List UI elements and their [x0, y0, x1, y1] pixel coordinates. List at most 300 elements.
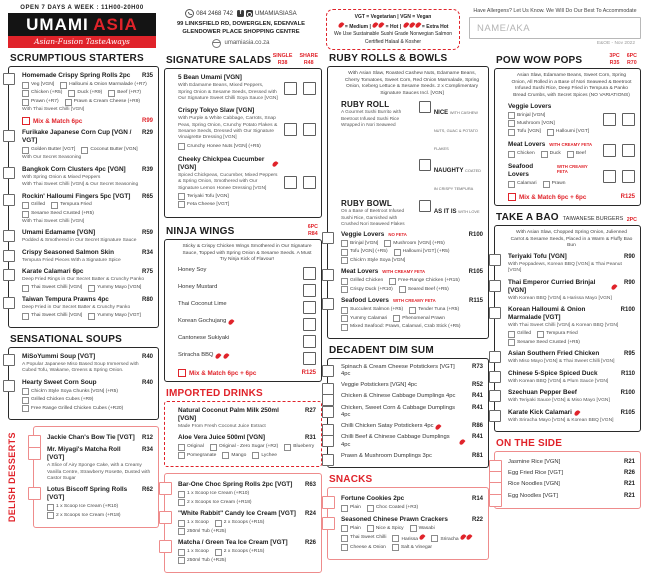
item-checkbox[interactable] — [322, 269, 334, 281]
price-header-cell — [308, 224, 318, 237]
item-checkbox[interactable] — [159, 511, 172, 524]
portion-checkbox[interactable] — [622, 144, 635, 157]
portion-checkbox[interactable] — [303, 318, 316, 331]
chili-icon — [611, 283, 618, 290]
section-box — [33, 426, 159, 528]
option-checkbox[interactable] — [22, 397, 29, 404]
option-checkbox[interactable] — [384, 240, 391, 247]
signature-salads — [164, 53, 322, 218]
option-checkbox[interactable] — [341, 278, 348, 285]
item-name: Korean Gochujang — [178, 318, 227, 325]
item-header — [47, 446, 153, 462]
portion-checkbox[interactable] — [303, 284, 316, 297]
item-checkbox[interactable] — [322, 424, 334, 436]
option-checkbox[interactable] — [284, 444, 291, 451]
option-row — [22, 202, 153, 209]
style-option-sub: COATED IN CRISPY TEMPURA — [433, 168, 481, 192]
section-title: SIGNATURE SALADS — [166, 55, 272, 67]
name-input[interactable] — [469, 17, 641, 39]
item-note: WITH CREAMY FETA — [556, 164, 588, 175]
item-header — [178, 267, 297, 274]
option-label: Tender Tuna (+R5) — [418, 307, 460, 313]
section-title: POW WOW POPS — [496, 55, 583, 67]
chili-icon — [272, 160, 279, 167]
item-desc: With Edamame Beans, Mixed Peppers, Spring Onion & Sesame Seeds, Dressed with Our Signature Sweet Chilli Soya Sauce [VGN] — [178, 83, 278, 101]
option-checkbox[interactable] — [22, 147, 29, 154]
option-checkbox[interactable] — [508, 112, 515, 119]
portion-checkbox[interactable] — [303, 176, 316, 189]
menu-item — [341, 364, 483, 378]
option-checkbox[interactable] — [22, 99, 29, 106]
option-row — [22, 147, 153, 154]
section-box — [164, 401, 322, 467]
portion-checkbox[interactable] — [303, 267, 316, 280]
option-checkbox[interactable] — [341, 257, 348, 264]
item-price: R22 — [471, 516, 483, 523]
menu-item — [178, 539, 316, 564]
option-checkbox[interactable] — [178, 444, 185, 451]
option-checkbox[interactable] — [541, 151, 548, 158]
item-checkbox[interactable] — [322, 298, 334, 310]
section-intro: With Asian Slaw, Chopped Spring Onion, Julienned Carrot & Sesame Seeds, Placed in a Warm & Fluffy Bao Bun — [510, 230, 633, 249]
item-content — [341, 516, 483, 552]
option-checkbox[interactable] — [81, 147, 88, 154]
contact-row — [165, 9, 317, 18]
item-header — [178, 156, 278, 172]
option-checkbox[interactable] — [22, 405, 29, 412]
option-checkbox[interactable] — [431, 535, 438, 542]
item-header — [508, 103, 597, 111]
option-label: Duck (+R9) — [77, 90, 103, 96]
item-checkbox[interactable] — [322, 454, 334, 466]
item-name: Furikake Japanese Corn Cup [VGN / VGT] — [22, 129, 132, 145]
option-checkbox[interactable] — [178, 549, 185, 556]
option-checkbox[interactable] — [178, 520, 185, 527]
option-checkbox[interactable] — [394, 249, 401, 256]
item-name: Karate Kick Calamari — [508, 408, 572, 416]
option — [508, 112, 545, 119]
option-checkbox[interactable] — [537, 331, 544, 338]
option-row — [341, 525, 483, 532]
menu-item — [508, 470, 635, 477]
option-checkbox[interactable] — [178, 528, 185, 535]
subsection-name: RUBY ROLL — [341, 100, 390, 110]
item-header — [22, 229, 153, 237]
portion-checkboxes — [303, 335, 316, 348]
item-content — [178, 335, 297, 348]
option-label: Grilled Chicken Cubes (+R9) — [31, 397, 94, 403]
item-name: Szechuan Pepper Beef — [508, 389, 577, 397]
option-checkbox[interactable] — [508, 181, 515, 188]
option-label: Thai Sweet Chilli [VGN] — [31, 313, 83, 319]
item-checkbox[interactable] — [3, 167, 15, 179]
option-checkbox[interactable] — [47, 512, 54, 519]
menu-item — [341, 297, 483, 331]
option-checkbox[interactable] — [222, 452, 229, 459]
item-checkbox[interactable] — [3, 130, 15, 142]
option — [88, 313, 141, 320]
option-checkbox[interactable] — [367, 505, 374, 512]
on-the-side — [494, 438, 641, 509]
item-name: Rice Noodles [VGN] — [508, 481, 560, 488]
option-row — [22, 285, 153, 292]
portion-checkbox[interactable] — [622, 170, 635, 183]
item-content — [341, 405, 483, 419]
option-row — [508, 151, 597, 158]
portion-checkbox[interactable] — [284, 123, 297, 136]
menu-item — [22, 72, 153, 125]
item-header — [341, 495, 483, 503]
item-checkbox[interactable] — [28, 487, 41, 500]
section-title: IMPORTED DRINKS — [166, 388, 263, 400]
option-label: Beef (+R7) — [117, 90, 142, 96]
menu-item — [178, 284, 316, 297]
subsection-name: RUBY BOWL — [341, 199, 392, 209]
portion-checkbox[interactable] — [303, 352, 316, 365]
option-checkbox[interactable] — [68, 90, 75, 97]
instagram-icon — [246, 10, 253, 17]
option-row — [22, 90, 153, 97]
option-checkbox[interactable] — [341, 240, 348, 247]
option — [392, 534, 425, 543]
item-checkbox[interactable] — [489, 494, 502, 507]
option-checkbox[interactable] — [65, 99, 72, 106]
portion-checkbox[interactable] — [303, 301, 316, 314]
subsection-style-options — [419, 199, 483, 226]
price-header-cell — [609, 53, 619, 66]
portion-checkbox[interactable] — [603, 170, 616, 183]
item-checkbox[interactable] — [489, 351, 501, 363]
item-header — [178, 318, 297, 325]
menu-item — [341, 231, 483, 265]
item-checkbox[interactable] — [489, 371, 501, 383]
item-name: Bar-One Choc Spring Rolls 2pc [VGT] — [178, 481, 293, 489]
item-header — [22, 249, 153, 257]
option-checkbox[interactable] — [393, 315, 400, 322]
item-price: R31 — [304, 435, 316, 442]
item-checkbox[interactable] — [3, 354, 15, 366]
option — [384, 240, 445, 247]
option-checkbox[interactable] — [567, 151, 574, 158]
item-checkbox[interactable] — [489, 307, 501, 319]
option-checkbox[interactable] — [215, 549, 222, 556]
item-checkbox[interactable] — [3, 230, 15, 242]
menu-item — [22, 296, 153, 320]
option — [178, 549, 209, 556]
option-checkbox[interactable] — [51, 202, 58, 209]
item-header — [508, 279, 635, 295]
menu-item — [508, 370, 635, 385]
item-content — [341, 231, 483, 265]
item-desc: Made From Fresh Coconut Juice Extract — [178, 424, 266, 430]
option-checkbox[interactable] — [47, 504, 54, 511]
portion-checkbox[interactable] — [622, 113, 635, 126]
option-checkbox[interactable] — [178, 499, 185, 506]
item-checkbox[interactable] — [322, 406, 334, 418]
allergen-note: Have Allergens? Let Us Know. We Will Do Our Best To Accommodate — [473, 8, 637, 14]
option — [341, 278, 383, 285]
option-checkbox[interactable] — [341, 286, 348, 293]
option-label: Grilled — [31, 202, 46, 208]
section-box — [327, 487, 489, 560]
item-checkbox[interactable] — [322, 435, 334, 447]
item-checkbox[interactable] — [322, 383, 334, 395]
item-header — [341, 393, 483, 400]
portion-checkbox[interactable] — [303, 335, 316, 348]
section-title-row — [10, 334, 158, 345]
section-title: TAKE A BAO — [496, 212, 559, 224]
option-checkbox[interactable] — [178, 557, 185, 564]
option-checkbox[interactable] — [215, 520, 222, 527]
option-label: Brinjal [VGN] — [517, 112, 546, 118]
item-content — [47, 486, 153, 519]
section-title-row — [166, 53, 321, 66]
item-price: R40 — [141, 353, 153, 360]
option-checkbox[interactable] — [22, 202, 29, 209]
option-checkbox[interactable] — [22, 211, 29, 218]
item-name: Egg Noodles [VGT] — [508, 492, 558, 499]
menu-item — [178, 74, 316, 103]
option-checkbox[interactable] — [410, 525, 417, 532]
item-header — [508, 481, 635, 488]
item-price: R29 — [141, 130, 153, 137]
side-label-wrap — [8, 426, 159, 528]
item-content — [178, 301, 297, 314]
option-checkbox[interactable] — [341, 324, 348, 331]
price-header-qty: SHARE — [299, 53, 318, 59]
option-checkbox[interactable] — [178, 452, 185, 459]
option-checkbox[interactable] — [341, 315, 348, 322]
option-checkbox[interactable] — [22, 82, 29, 89]
mix-match-checkbox[interactable] — [22, 117, 30, 125]
section-box — [8, 347, 159, 420]
portion-checkbox[interactable] — [303, 123, 316, 136]
option-checkbox[interactable] — [341, 505, 348, 512]
item-checkbox[interactable] — [3, 297, 15, 309]
style-option-checkbox[interactable] — [419, 101, 431, 113]
portion-checkbox[interactable] — [284, 176, 297, 189]
item-checkbox[interactable] — [3, 269, 15, 281]
item-name: Karate Calamari 6pc — [22, 268, 84, 276]
option — [22, 405, 123, 412]
option — [178, 557, 226, 564]
option-label: Chicken — [517, 151, 535, 157]
option-checkbox[interactable] — [409, 307, 416, 314]
option-checkbox[interactable] — [389, 278, 396, 285]
item-checkbox[interactable] — [3, 380, 15, 392]
section-box — [164, 239, 322, 382]
option-checkbox[interactable] — [88, 313, 95, 320]
option — [541, 151, 561, 158]
item-checkbox[interactable] — [322, 496, 335, 509]
item-name: Jackie Chan's Bow Tie [VGT] — [47, 434, 135, 442]
option-label: Chick'n Style Soya [VGN] — [350, 257, 406, 263]
menu-item — [22, 353, 153, 375]
option-checkbox[interactable] — [178, 201, 185, 208]
menu-item — [22, 193, 153, 226]
item-content — [47, 446, 153, 482]
portion-checkboxes — [284, 82, 316, 95]
section-box — [327, 358, 489, 468]
item-header — [508, 253, 635, 261]
portion-checkbox[interactable] — [603, 144, 616, 157]
item-content — [178, 156, 278, 210]
item-checkbox[interactable] — [489, 254, 501, 266]
option-label: 1 x Scoop Ice Cream (+R10) — [56, 504, 119, 510]
option — [51, 202, 92, 209]
item-header — [22, 268, 153, 276]
option — [88, 285, 141, 292]
option-checkbox[interactable] — [399, 286, 406, 293]
item-checkbox[interactable] — [28, 447, 41, 460]
item-checkbox[interactable] — [322, 365, 334, 377]
item-header — [341, 382, 483, 389]
option-checkbox[interactable] — [22, 90, 29, 97]
option-row — [178, 557, 316, 564]
item-price: R34 — [141, 249, 153, 256]
section-box — [164, 68, 322, 218]
option — [222, 452, 246, 459]
item-checkbox[interactable] — [322, 517, 335, 530]
item-checkbox[interactable] — [3, 194, 15, 206]
option-checkbox[interactable] — [341, 535, 348, 542]
option-checkbox[interactable] — [178, 193, 185, 200]
item-content — [22, 379, 153, 413]
item-content — [178, 481, 316, 506]
portion-checkbox[interactable] — [603, 113, 616, 126]
menu-column-3 — [327, 53, 489, 566]
item-checkbox[interactable] — [489, 390, 501, 402]
option-label: Grilled — [517, 331, 532, 337]
logo-block — [8, 4, 156, 48]
contact-block — [165, 4, 317, 48]
style-option-label: NICE — [433, 110, 450, 117]
option-label: 2 x Scoops (+R15) — [223, 520, 265, 526]
item-header — [178, 539, 316, 547]
option-checkbox[interactable] — [367, 525, 374, 532]
option-row — [178, 491, 316, 498]
option-row — [508, 339, 635, 346]
item-name: Cheeky Chickpea Cucumber [VGN] — [178, 155, 265, 171]
option-checkbox[interactable] — [341, 249, 348, 256]
chili-icon — [435, 423, 442, 430]
item-name: Crispy Tokyo Slaw [VGN] — [178, 107, 255, 115]
style-option-checkbox[interactable] — [419, 200, 431, 212]
chili-icon — [573, 409, 580, 416]
menu-item — [508, 389, 635, 404]
item-checkbox[interactable] — [159, 540, 172, 553]
option-checkbox[interactable] — [508, 129, 515, 136]
item-checkbox[interactable] — [3, 250, 15, 262]
option-label: Feta Cheese [VGT] — [187, 201, 230, 207]
item-content — [341, 453, 483, 460]
option-checkbox[interactable] — [392, 544, 399, 551]
item-content — [178, 284, 297, 297]
item-checkbox[interactable] — [489, 280, 501, 292]
option — [341, 240, 378, 247]
guest-block — [469, 4, 641, 46]
option-row — [341, 240, 483, 247]
price-header-cell — [273, 53, 293, 66]
option-checkbox[interactable] — [341, 544, 348, 551]
option-label: Tempura Fried — [60, 202, 92, 208]
option-label: Duck — [549, 151, 561, 157]
item-name: Umami Edamame [VGN] — [22, 229, 96, 237]
style-option-checkbox[interactable] — [419, 159, 431, 171]
option-checkbox[interactable] — [543, 181, 550, 188]
section-title: SENSATIONAL SOUPS — [10, 333, 122, 345]
option-checkbox[interactable] — [210, 444, 217, 451]
option-checkbox[interactable] — [508, 331, 515, 338]
option-checkbox[interactable] — [341, 525, 348, 532]
section-title-row — [329, 53, 488, 64]
option — [60, 82, 147, 89]
option-checkbox[interactable] — [252, 452, 259, 459]
portion-checkboxes — [303, 284, 316, 297]
option-row — [178, 549, 316, 556]
item-desc: With Thai Sweet Chilli [VGN] & Our Secret Seasoning — [22, 182, 139, 188]
item-checkbox[interactable] — [159, 482, 172, 495]
mix-match-checkbox[interactable] — [508, 193, 516, 201]
portion-checkbox[interactable] — [303, 82, 316, 95]
menu-item — [178, 481, 316, 506]
option-checkbox[interactable] — [60, 82, 67, 89]
option-checkbox[interactable] — [392, 535, 399, 542]
item-header — [178, 407, 316, 423]
item-name: Rockin' Halloumi Fingers 5pc [VGT] — [22, 192, 131, 200]
social-handle: UMAMIASIASA — [255, 10, 297, 17]
item-checkbox[interactable] — [489, 410, 501, 422]
item-header — [178, 510, 316, 518]
option-label: Tofu [VGN] (+R5) — [350, 249, 388, 255]
menu-item — [341, 434, 483, 448]
option-checkbox[interactable] — [178, 143, 185, 150]
option-label: Seared Beef (+R5) — [407, 286, 449, 292]
open-hours: OPEN 7 DAYS A WEEK : 11H00-20H00 — [20, 5, 144, 11]
option — [22, 202, 45, 209]
ruby-rolls-and-bowls — [327, 53, 489, 339]
option-checkbox[interactable] — [22, 388, 29, 395]
item-checkbox[interactable] — [3, 73, 15, 85]
option-checkbox[interactable] — [547, 129, 554, 136]
option-checkbox[interactable] — [108, 90, 115, 97]
item-name: Honey Soy — [178, 267, 207, 274]
option-checkbox[interactable] — [22, 313, 29, 320]
item-checkbox[interactable] — [322, 394, 334, 406]
option-checkbox[interactable] — [508, 120, 515, 127]
item-checkbox[interactable] — [322, 232, 334, 244]
item-price: R24 — [304, 511, 316, 518]
item-name: Chicken, Sweet Corn & Cabbage Dumplings 4pc — [341, 404, 456, 418]
option-checkbox[interactable] — [88, 285, 95, 292]
option-checkbox[interactable] — [508, 151, 515, 158]
option-checkbox[interactable] — [22, 285, 29, 292]
subsection-info — [341, 100, 415, 195]
portion-checkbox[interactable] — [284, 82, 297, 95]
item-header — [178, 284, 297, 291]
portion-checkboxes — [303, 301, 316, 314]
mix-match-checkbox[interactable] — [178, 369, 186, 377]
item-header — [341, 434, 483, 448]
option-row — [341, 257, 483, 264]
option-checkbox[interactable] — [341, 307, 348, 314]
option-checkbox[interactable] — [178, 491, 185, 498]
menu-item — [178, 107, 316, 152]
option-checkbox[interactable] — [508, 339, 515, 346]
item-price: R73 — [471, 363, 483, 370]
option-row — [178, 143, 278, 150]
section-intro: Asian Slaw, Edamame Beans, Sweet Corn, Spring Onion, All Rolled in a Base of Nori Seaweed & Beetroot Infused Sushi Rice, Deep Fried in Tempura & Panko Bread Crumbs, with Secret Spices (NO VARIATIONS) — [511, 73, 632, 99]
